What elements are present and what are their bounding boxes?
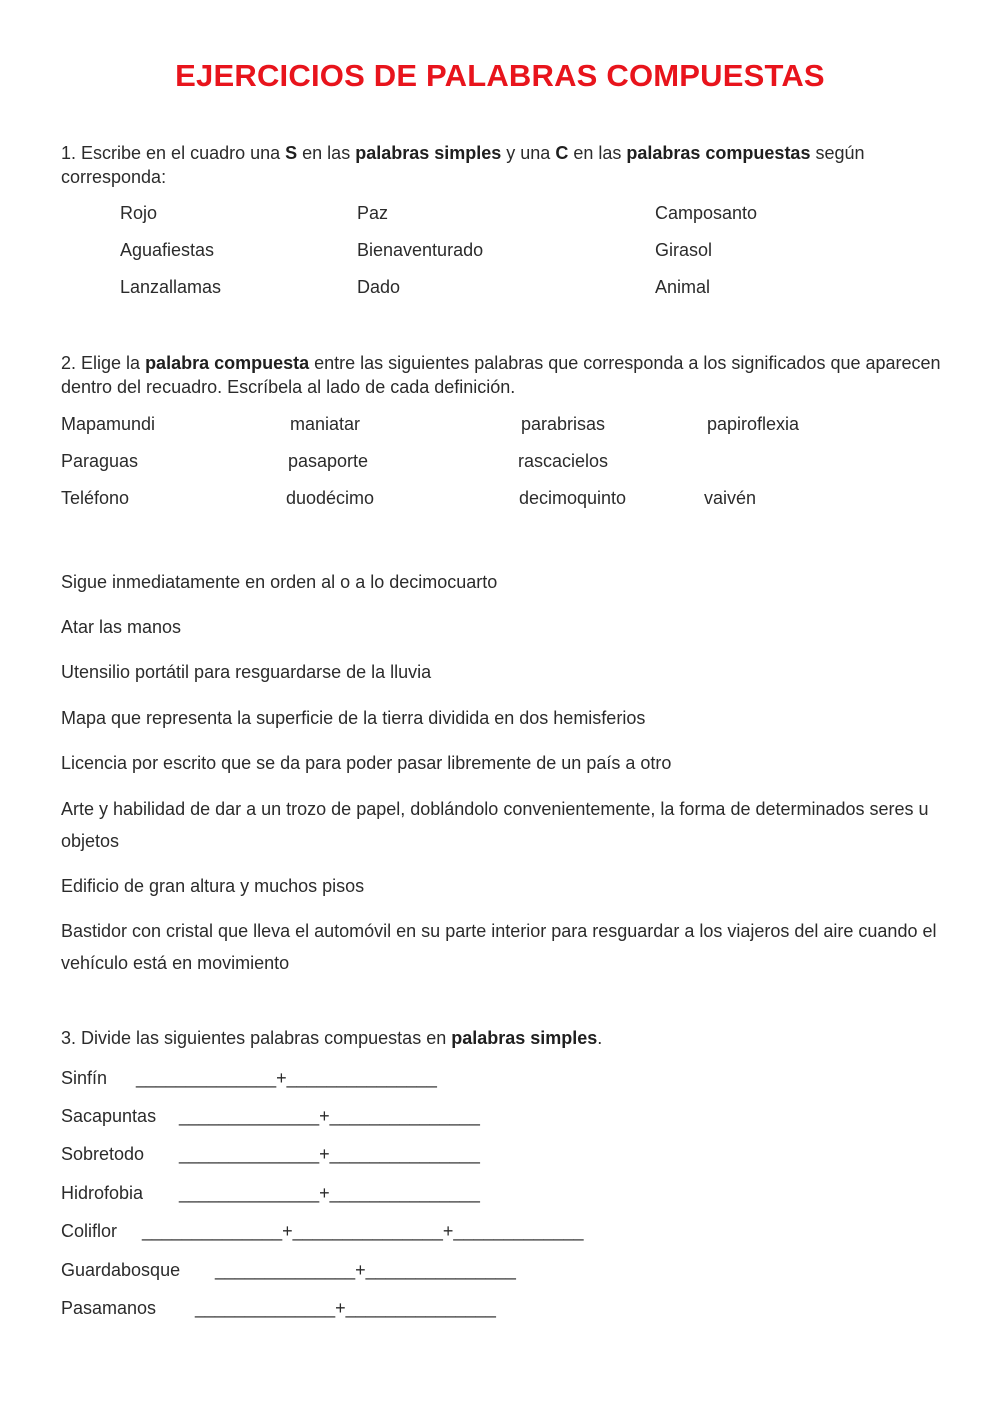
exercise-2-instructions: 2. Elige la palabra compuesta entre las siguientes palabras que corresponda a los significados que aparecen dentro del recuadro. Escríbela al lado de cada definición.	[61, 353, 941, 397]
answer-blank[interactable]: ______________+_______________	[179, 1106, 480, 1126]
ex1-word: Lanzallamas	[120, 277, 222, 297]
ex2-word: Teléfono	[61, 488, 130, 508]
definition: Atar las manos	[61, 617, 182, 637]
ex1-word: Girasol	[655, 240, 713, 260]
ex3-word: Guardabosque	[61, 1260, 181, 1280]
ex3-word: Sobretodo	[61, 1144, 145, 1164]
answer-blank[interactable]: ______________+_______________+_____________	[142, 1221, 584, 1241]
ex1-word: Aguafiestas	[120, 240, 215, 260]
ex2-word: maniatar	[290, 414, 361, 434]
ex2-word: Mapamundi	[61, 414, 156, 434]
ex3-word: Hidrofobia	[61, 1183, 144, 1203]
definition: Licencia por escrito que se da para poder pasar libremente de un país a otro	[61, 753, 672, 773]
ex2-word: papiroflexia	[707, 414, 800, 434]
ex3-word: Sacapuntas	[61, 1106, 157, 1126]
ex1-word: Animal	[655, 277, 711, 297]
ex1-word: Camposanto	[655, 203, 758, 223]
answer-blank[interactable]: ______________+_______________	[179, 1144, 480, 1164]
ex1-word: Bienaventurado	[357, 240, 484, 260]
ex2-word: vaivén	[704, 488, 757, 508]
definition: Sigue inmediatamente en orden al o a lo decimocuarto	[61, 572, 498, 592]
definition: Bastidor con cristal que lleva el automóvil en su parte interior para resguardar a los viajeros del aire cuando el vehículo está en movimiento	[61, 921, 937, 973]
answer-blank[interactable]: ______________+_______________	[195, 1298, 496, 1318]
ex2-word: rascacielos	[518, 451, 609, 471]
exercise-3-instructions: 3. Divide las siguientes palabras compuestas en palabras simples.	[61, 1028, 603, 1048]
ex3-word: Pasamanos	[61, 1298, 157, 1318]
ex2-word: decimoquinto	[519, 488, 627, 508]
page-title: EJERCICIOS DE PALABRAS COMPUESTAS	[175, 58, 825, 93]
ex1-word: Dado	[357, 277, 401, 297]
answer-blank[interactable]: ______________+_______________	[215, 1260, 516, 1280]
ex2-word: pasaporte	[288, 451, 369, 471]
ex3-word: Coliflor	[61, 1221, 118, 1241]
ex1-word: Rojo	[120, 203, 158, 223]
exercise-1-instructions: 1. Escribe en el cuadro una S en las palabras simples y una C en las palabras compuestas según corresponda:	[61, 143, 865, 187]
definition: Mapa que representa la superficie de la tierra dividida en dos hemisferios	[61, 708, 646, 728]
ex2-word: duodécimo	[286, 488, 375, 508]
definition: Edificio de gran altura y muchos pisos	[61, 876, 365, 896]
definition: Utensilio portátil para resguardarse de la lluvia	[61, 662, 432, 682]
ex2-word: Paraguas	[61, 451, 139, 471]
answer-blank[interactable]: ______________+_______________	[136, 1068, 437, 1088]
ex3-word: Sinfín	[61, 1068, 108, 1088]
ex1-word: Paz	[357, 203, 389, 223]
definition: Arte y habilidad de dar a un trozo de papel, doblándolo convenientemente, la forma de determinados seres u objetos	[61, 799, 929, 851]
answer-blank[interactable]: ______________+_______________	[179, 1183, 480, 1203]
ex2-word: parabrisas	[521, 414, 606, 434]
